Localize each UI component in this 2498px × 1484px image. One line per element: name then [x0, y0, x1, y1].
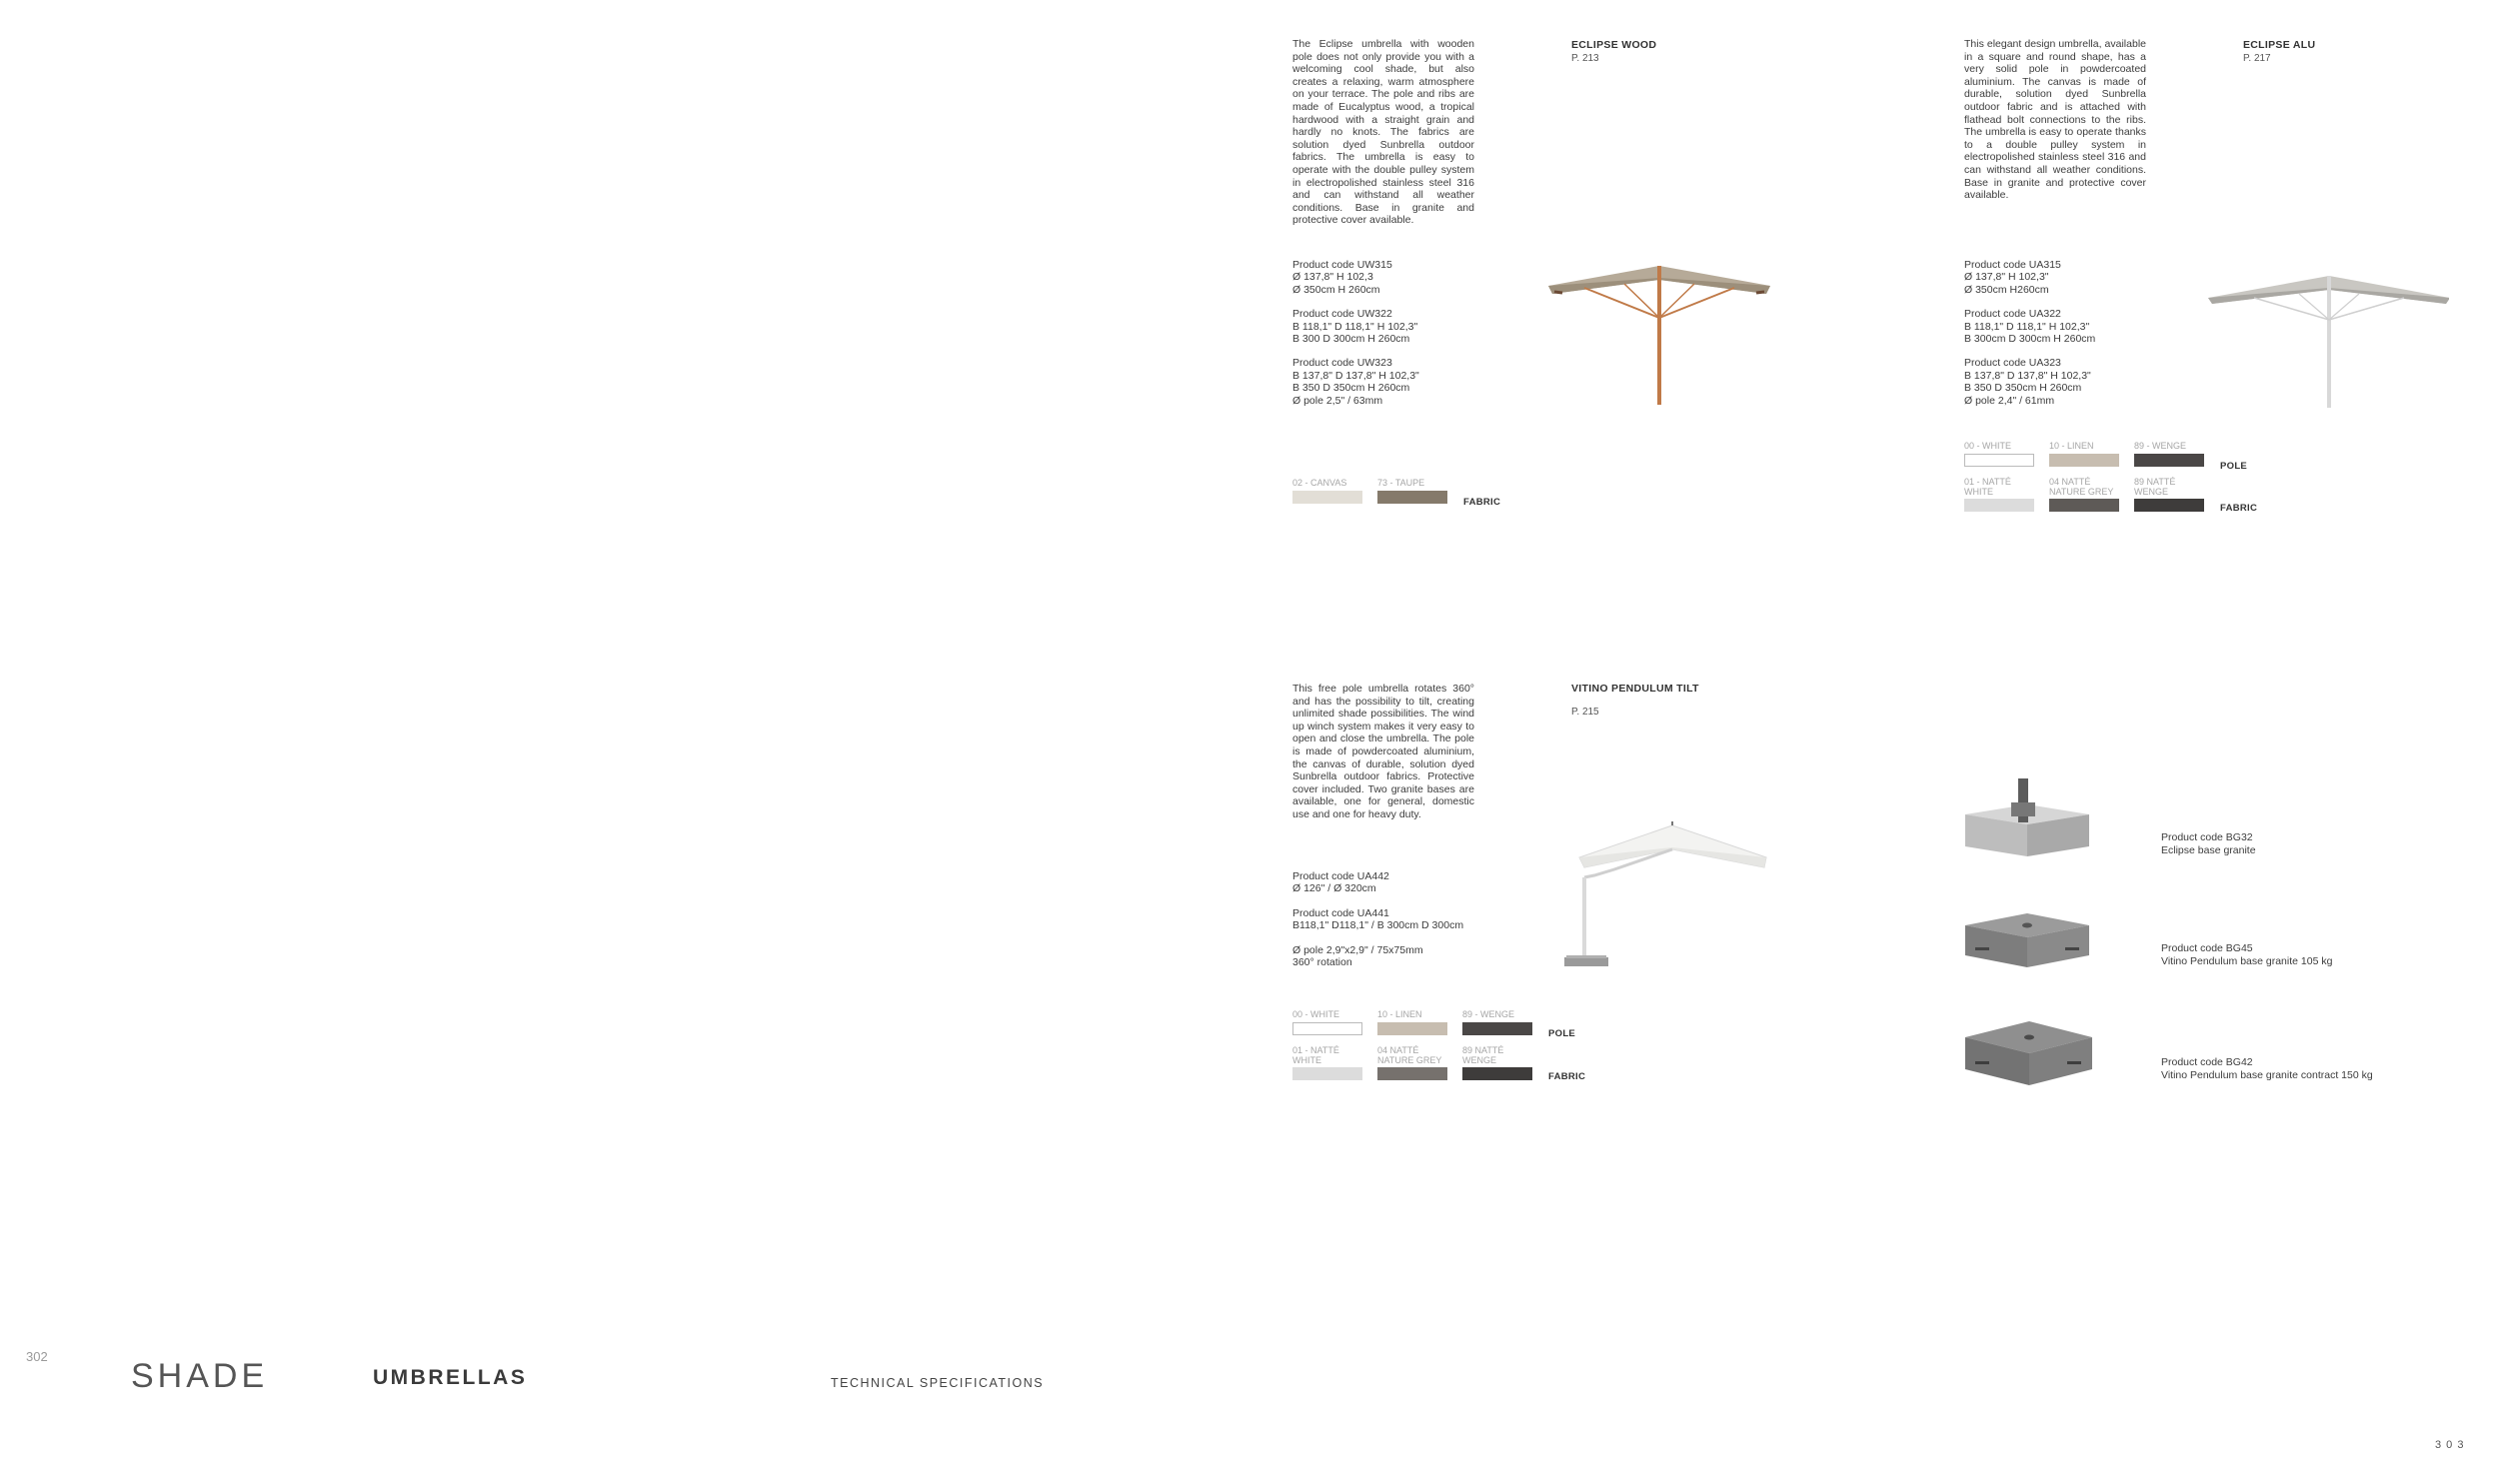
- vitino-header: [1571, 683, 1699, 718]
- right-page-number: 3 0 3: [2435, 1439, 2465, 1451]
- eclipse-wood-description: The Eclipse umbrella with wooden pole does not only provide you with a welcoming cool shade, but also creates a relaxing, warm atmosphere on your terrace. The pole and ribs are made of Eucalyptus wood, a tropical hardwood with a straight grain and hardly no knots. The fabrics are solution dyed Sunbrella outdoor fabrics. The umbrella is easy to operate with the double pulley system in electropolished stainless steel 316 and can withstand all weather conditions. Base in granite and protective cover available.: [1292, 38, 1474, 227]
- swatch-color: [2134, 454, 2204, 467]
- base-bg32-text: [2161, 831, 2256, 856]
- vitino-description: This free pole umbrella rotates 360° and has the possibility to tilt, creating unlimited shade possibilities. The wind up winch system makes it very easy to open and close the umbrella. The pole is made of powdercoated aluminium, the canvas of durable, solution dyed Sunbrella outdoor fabrics. Protective cover included. Two granite bases are available, one for general, domestic use and one for heavy duty.: [1292, 683, 1474, 820]
- swatch-color: [1377, 1022, 1447, 1035]
- eclipse-wood-header: [1571, 39, 1656, 64]
- base-bg42-image: [1961, 1009, 2096, 1089]
- swatch: [1292, 478, 1362, 504]
- swatch-label: 10 - LINEN: [2049, 441, 2094, 451]
- spec-block: Product code UA442 Ø 126" / Ø 320cm: [1292, 870, 1389, 895]
- base-code: Product code BG45: [2161, 942, 2253, 954]
- swatch: [2134, 441, 2204, 467]
- swatch: [2049, 441, 2119, 467]
- swatch-color: [2049, 499, 2119, 512]
- swatch-color: [2049, 454, 2119, 467]
- vitino-title: VITINO PENDULUM TILT: [1571, 683, 1699, 695]
- swatch: [2049, 477, 2119, 512]
- footer-subtitle: TECHNICAL SPECIFICATIONS: [831, 1376, 1045, 1390]
- eclipse-alu-specs: [1964, 259, 2144, 419]
- swatch-label: 04 NATTÉ NATURE GREY: [2049, 477, 2114, 497]
- swatch-color: [1462, 1067, 1532, 1080]
- eclipse-wood-umbrella-image: [1544, 260, 1774, 410]
- spec-block: Product code UW323 B 137,8" D 137,8" H 102,3" B 350 D 350cm H 260cm Ø pole 2,5" / 63mm: [1292, 357, 1419, 407]
- swatch: [1292, 1009, 1362, 1035]
- fabric-label: FABRIC: [1548, 1071, 1586, 1082]
- swatch-color: [1462, 1022, 1532, 1035]
- swatch: [1377, 1009, 1447, 1035]
- left-page-number: 302: [26, 1349, 48, 1364]
- fabric-label: FABRIC: [1463, 497, 1501, 508]
- swatch: [1462, 1009, 1532, 1035]
- base-bg45-image: [1961, 903, 2093, 973]
- base-bg42-text: [2161, 1056, 2373, 1081]
- vitino-umbrella-image: [1554, 819, 1769, 969]
- vitino-specs: [1292, 870, 1492, 980]
- eclipse-wood-title: ECLIPSE WOOD: [1571, 39, 1657, 51]
- swatch-color: [1964, 454, 2034, 467]
- eclipse-alu-description: This elegant design umbrella, available in a square and round shape, has a very solid pole in powdercoated aluminium. The canvas is made of durable, solution dyed Sunbrella outdoor fabric and is attached with flathead bolt connections to the ribs. The umbrella is easy to operate thanks to a double pulley system in electropolished stainless steel 316 and can withstand all weather conditions. Base in granite and protective cover available.: [1964, 38, 2146, 202]
- swatch-color: [1292, 491, 1362, 504]
- swatch: [1377, 1045, 1447, 1080]
- swatch: [1377, 478, 1447, 504]
- swatch-label: 89 NATTÉ WENGE: [2134, 477, 2176, 497]
- swatch-color: [1292, 1067, 1362, 1080]
- swatch-color: [1377, 491, 1447, 504]
- eclipse-wood-page-ref: P. 213: [1571, 53, 1599, 64]
- spec-block: Ø pole 2,9"x2,9" / 75x75mm 360° rotation: [1292, 943, 1423, 969]
- swatch-color: [1292, 1022, 1362, 1035]
- swatch: [2134, 477, 2204, 512]
- base-bg32-image: [1961, 774, 2093, 860]
- swatch-label: 89 - WENGE: [1462, 1009, 1515, 1019]
- swatch-label: 00 - WHITE: [1292, 1009, 1340, 1019]
- base-code: Product code BG42: [2161, 1056, 2253, 1068]
- swatch-label: 00 - WHITE: [1964, 441, 2012, 451]
- eclipse-alu-umbrella-image: [2204, 270, 2449, 410]
- eclipse-alu-header: [2243, 39, 2315, 64]
- swatch-label: 02 - CANVAS: [1292, 478, 1347, 488]
- swatch-label: 73 - TAUPE: [1377, 478, 1425, 488]
- swatch-label: 04 NATTÉ NATURE GREY: [1377, 1045, 1442, 1065]
- swatch-label: 89 - WENGE: [2134, 441, 2187, 451]
- swatch: [1462, 1045, 1532, 1080]
- base-name: Eclipse base granite: [2161, 843, 2256, 856]
- fabric-label: FABRIC: [2220, 503, 2258, 514]
- section-title: SHADE: [131, 1357, 269, 1395]
- spec-block: Product code UA323 B 137,8" D 137,8" H 102,3" B 350 D 350cm H 260cm Ø pole 2,4" / 61mm: [1964, 357, 2091, 407]
- swatch-color: [2134, 499, 2204, 512]
- swatch-color: [1964, 499, 2034, 512]
- base-name: Vitino Pendulum base granite contract 150 kg: [2161, 1068, 2373, 1081]
- spec-block: Product code UW322 B 118,1" D 118,1" H 102,3" B 300 D 300cm H 260cm: [1292, 308, 1418, 346]
- swatch-label: 01 - NATTÉ WHITE: [1964, 477, 2011, 497]
- spec-block: Product code UA322 B 118,1" D 118,1" H 102,3" B 300cm D 300cm H 260cm: [1964, 308, 2096, 346]
- spec-block: Product code UA441 B118,1" D118,1" / B 300cm D 300cm: [1292, 906, 1464, 932]
- base-bg45-text: [2161, 942, 2332, 967]
- base-name: Vitino Pendulum base granite 105 kg: [2161, 954, 2333, 967]
- swatch: [1292, 1045, 1362, 1080]
- eclipse-alu-title: ECLIPSE ALU: [2243, 39, 2316, 51]
- base-code: Product code BG32: [2161, 831, 2253, 843]
- swatch-label: 89 NATTÉ WENGE: [1462, 1045, 1504, 1065]
- spec-block: Product code UW315 Ø 137,8" H 102,3 Ø 350cm H 260cm: [1292, 259, 1392, 296]
- swatch-label: 10 - LINEN: [1377, 1009, 1422, 1019]
- swatch: [1964, 477, 2034, 512]
- swatch-color: [1377, 1067, 1447, 1080]
- eclipse-alu-page-ref: P. 217: [2243, 53, 2271, 64]
- eclipse-wood-specs: [1292, 259, 1472, 419]
- pole-label: POLE: [2220, 461, 2248, 472]
- vitino-page-ref: P. 215: [1571, 707, 1599, 718]
- swatch-label: 01 - NATTÉ WHITE: [1292, 1045, 1339, 1065]
- category-title: UMBRELLAS: [373, 1366, 528, 1389]
- spec-block: Product code UA315 Ø 137,8" H 102,3" Ø 350cm H260cm: [1964, 259, 2061, 296]
- pole-label: POLE: [1548, 1028, 1576, 1039]
- swatch: [1964, 441, 2034, 467]
